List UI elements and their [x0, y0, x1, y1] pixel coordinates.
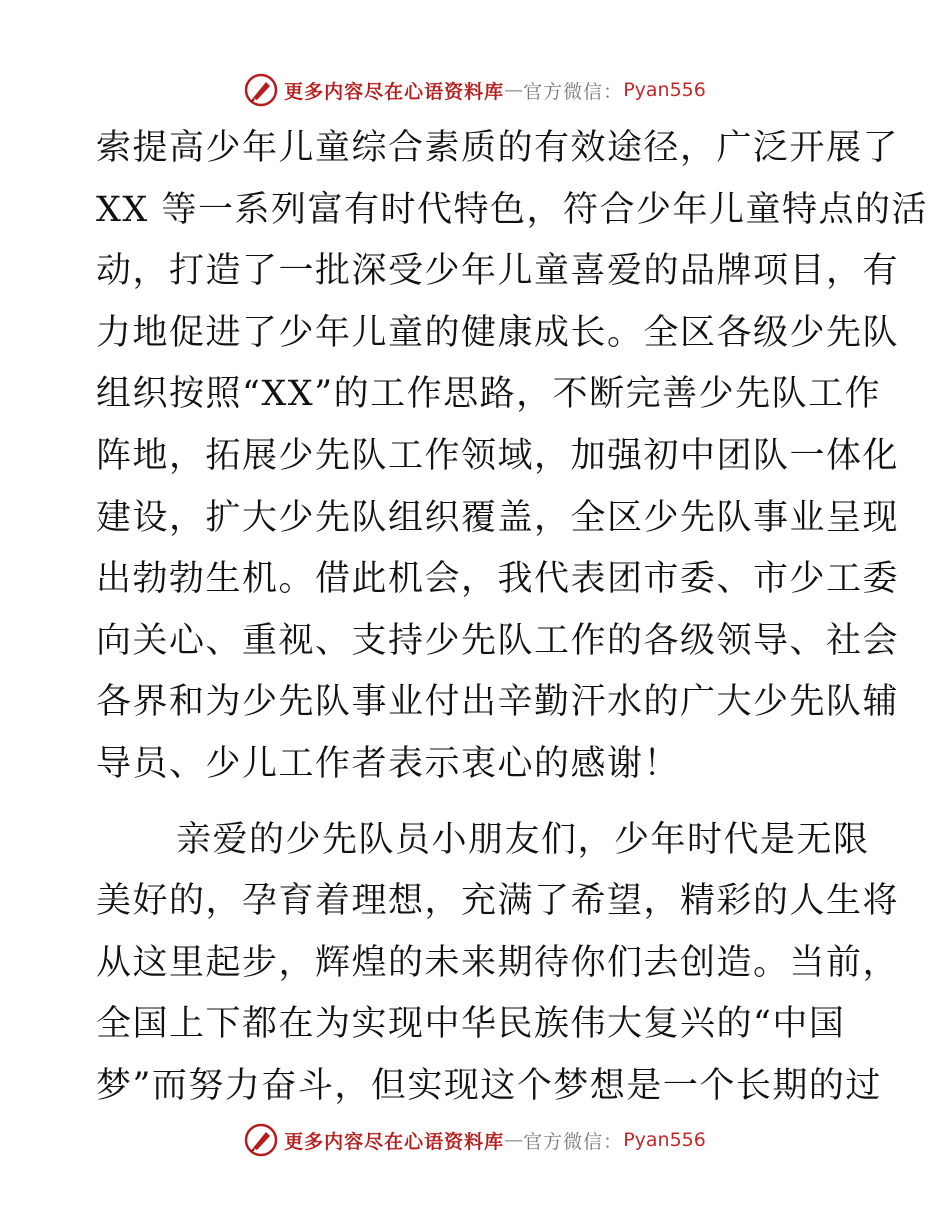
text-line: 从这里起步，辉煌的未来期待你们去创造。当前，	[96, 942, 900, 983]
banner-wechat-id: Pyan556	[623, 1129, 706, 1151]
text-line: 梦”而努力奋斗，但实现这个梦想是一个长期的过	[96, 1065, 882, 1106]
text-line: XX 等一系列富有时代特色，符合少年儿童特点的活	[96, 189, 928, 230]
banner-dash: —	[504, 79, 524, 101]
text-line: 建设，扩大少先队组织覆盖，全区少先队事业呈现	[96, 497, 900, 538]
paragraph	[96, 810, 900, 1118]
text-line: 阵地，拓展少先队工作领域，加强初中团队一体化	[96, 435, 900, 476]
document-body	[96, 118, 928, 1118]
banner-label: 官方微信：	[523, 80, 624, 103]
banner-main-text: 更多内容尽在心语资料库	[284, 80, 505, 103]
text-line: 全国上下都在为实现中华民族伟大复兴的“中国	[96, 1004, 846, 1045]
banner-main-text: 更多内容尽在心语资料库	[284, 1130, 505, 1153]
text-line: 索提高少年儿童综合素质的有效途径，广泛开展了	[96, 128, 900, 168]
text-line: 力地促进了少年儿童的健康成长。全区各级少先队	[96, 312, 900, 353]
text-line: 导员、少儿工作者表示衷心的感谢！	[96, 743, 681, 784]
text-line: 各界和为少先队事业付出辛勤汗水的广大少先队辅	[96, 682, 900, 723]
banner-wechat-id: Pyan556	[623, 79, 706, 101]
banner-dash: —	[504, 1129, 524, 1151]
pen-logo-icon	[244, 73, 278, 107]
text-line: 出勃勃生机。借此机会，我代表团市委、市少工委	[96, 559, 900, 600]
banner-label: 官方微信：	[523, 1130, 624, 1153]
footer-watermark	[0, 1120, 950, 1160]
text-line: 美好的，孕育着理想，充满了希望，精彩的人生将	[96, 881, 900, 922]
paragraph	[96, 118, 928, 796]
text-line: 动，打造了一批深受少年儿童喜爱的品牌项目，有	[96, 251, 900, 292]
header-watermark	[0, 70, 950, 110]
pen-logo-icon	[244, 1123, 278, 1157]
text-line: 组织按照“XX”的工作思路，不断完善少先队工作	[96, 374, 882, 415]
text-line: 向关心、重视、支持少先队工作的各级领导、社会	[96, 620, 900, 661]
text-line: 亲爱的少先队员小朋友们，少年时代是无限	[176, 819, 870, 860]
